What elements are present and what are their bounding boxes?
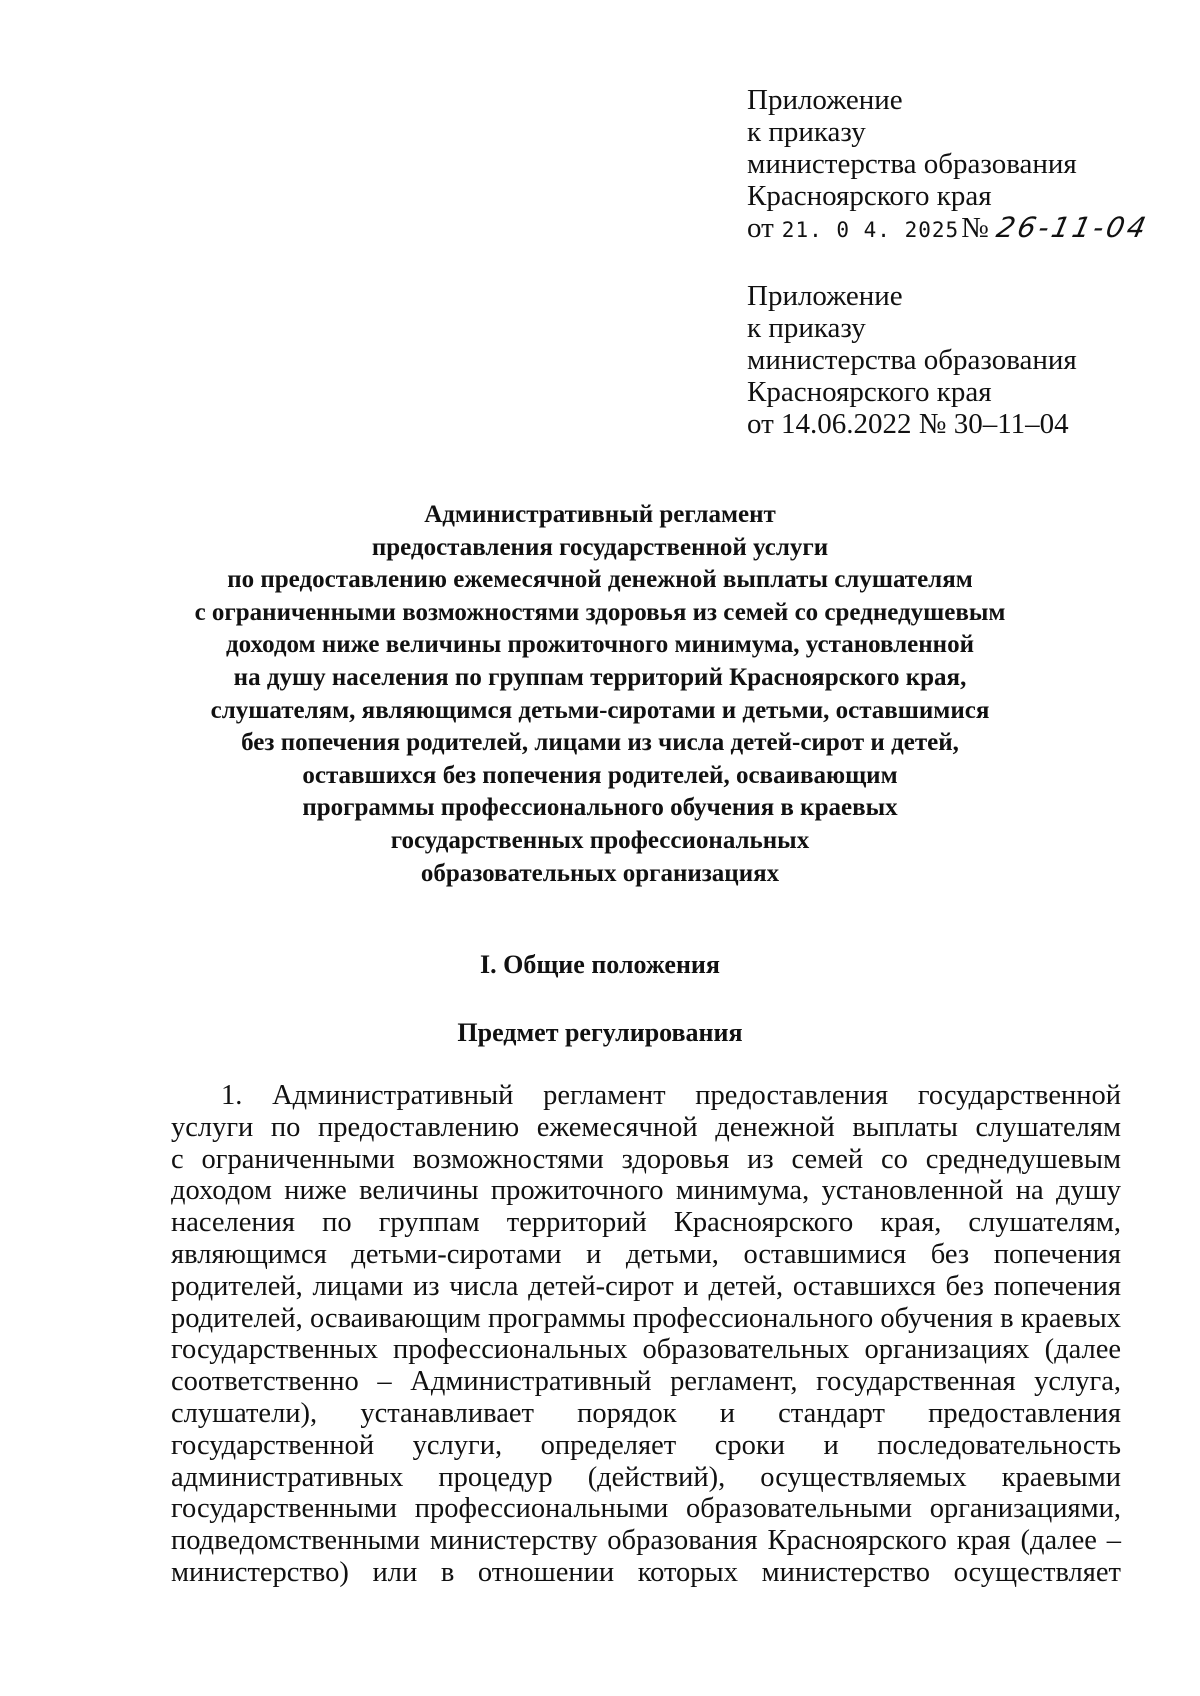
paragraph-line: слушатели), устанавливает порядок и стандарт предоставления: [171, 1397, 1121, 1429]
title-line: программы профессионального обучения в краевых: [302, 794, 898, 822]
date-prefix: от: [747, 212, 774, 244]
paragraph-line: соответственно – Административный регламент, государственная услуга,: [171, 1366, 1121, 1398]
paragraph-line: родителей, осваивающим программы профессионального обучения в краевых: [171, 1302, 1121, 1334]
appendix-line: к приказу: [747, 312, 866, 344]
document-title: [150, 499, 1050, 890]
title-line: оставшихся без попечения родителей, осваивающим: [302, 761, 898, 789]
appendix-date-line: от 14.06.2022 № 30–11–04: [747, 408, 1069, 440]
paragraph-line: министерство) или в отношении которых министерство осуществляет: [171, 1556, 1121, 1588]
paragraph-line: являющимся детьми-сиротами и детьми, оставшимися без попечения: [171, 1238, 1121, 1270]
paragraph-line: государственными профессиональными образовательными организациями,: [171, 1493, 1121, 1525]
paragraph-line: услуги по предоставлению ежемесячной денежной выплаты слушателям: [171, 1111, 1121, 1143]
appendix-line: Красноярского края: [747, 180, 992, 212]
title-line: слушателям, являющимся детьми-сиротами и детьми, оставшимися: [210, 696, 990, 724]
section-heading: I. Общие положения: [480, 950, 720, 979]
paragraph-line: подведомственными министерству образования Красноярского края (далее –: [171, 1525, 1121, 1557]
subsection-heading: Предмет регулирования: [457, 1018, 743, 1047]
appendix-line: Красноярского края: [747, 376, 992, 408]
appendix-line: к приказу: [747, 116, 866, 148]
paragraph-1: [171, 1080, 1121, 1589]
title-line: на душу населения по группам территорий Красноярского края,: [233, 663, 967, 691]
paragraph-line: государственных профессиональных образовательных организациях (далее: [171, 1334, 1121, 1366]
paragraph-line: административных процедур (действий), осуществляемых краевыми: [171, 1461, 1121, 1493]
paragraph-line: с ограниченными возможностями здоровья из семей со среднедушевым: [171, 1143, 1121, 1175]
title-line: по предоставлению ежемесячной денежной выплаты слушателям: [227, 566, 973, 594]
appendix-block-current: [747, 84, 1152, 246]
title-line: без попечения родителей, лицами из числа детей-сирот и детей,: [241, 729, 959, 757]
number-sign: №: [961, 212, 989, 244]
paragraph-line: государственной услуги, определяет сроки и последовательность: [171, 1429, 1121, 1461]
paragraph-line: населения по группам территорий Красноярского края, слушателям,: [171, 1207, 1121, 1239]
appendix-line: министерства образования: [747, 344, 1077, 376]
title-line: государственных профессиональных: [390, 826, 810, 854]
appendix-line: министерства образования: [747, 148, 1077, 180]
paragraph-line: родителей, лицами из числа детей-сирот и детей, оставшихся без попечения: [171, 1270, 1121, 1302]
title-line: доходом ниже величины прожиточного минимума, установленной: [226, 631, 974, 659]
title-line: образовательных организациях: [420, 859, 780, 887]
paragraph-line: доходом ниже величины прожиточного минимума, установленной на душу: [171, 1175, 1121, 1207]
title-line: Административный регламент: [424, 501, 776, 528]
title-line: с ограниченными возможностями здоровья из семей со среднедушевым: [194, 598, 1006, 626]
appendix-line: Приложение: [747, 84, 903, 116]
appendix-block-previous: [747, 280, 1077, 440]
handwritten-order-number: 26-11-04: [993, 211, 1152, 244]
stamped-date: 21. 0 4. 2025: [781, 218, 960, 242]
appendix-date-line: [747, 211, 1152, 246]
title-line: предоставления государственной услуги: [371, 533, 829, 561]
paragraph-line: 1. Административный регламент предоставления государственной: [221, 1080, 1121, 1111]
appendix-line: Приложение: [747, 280, 903, 312]
